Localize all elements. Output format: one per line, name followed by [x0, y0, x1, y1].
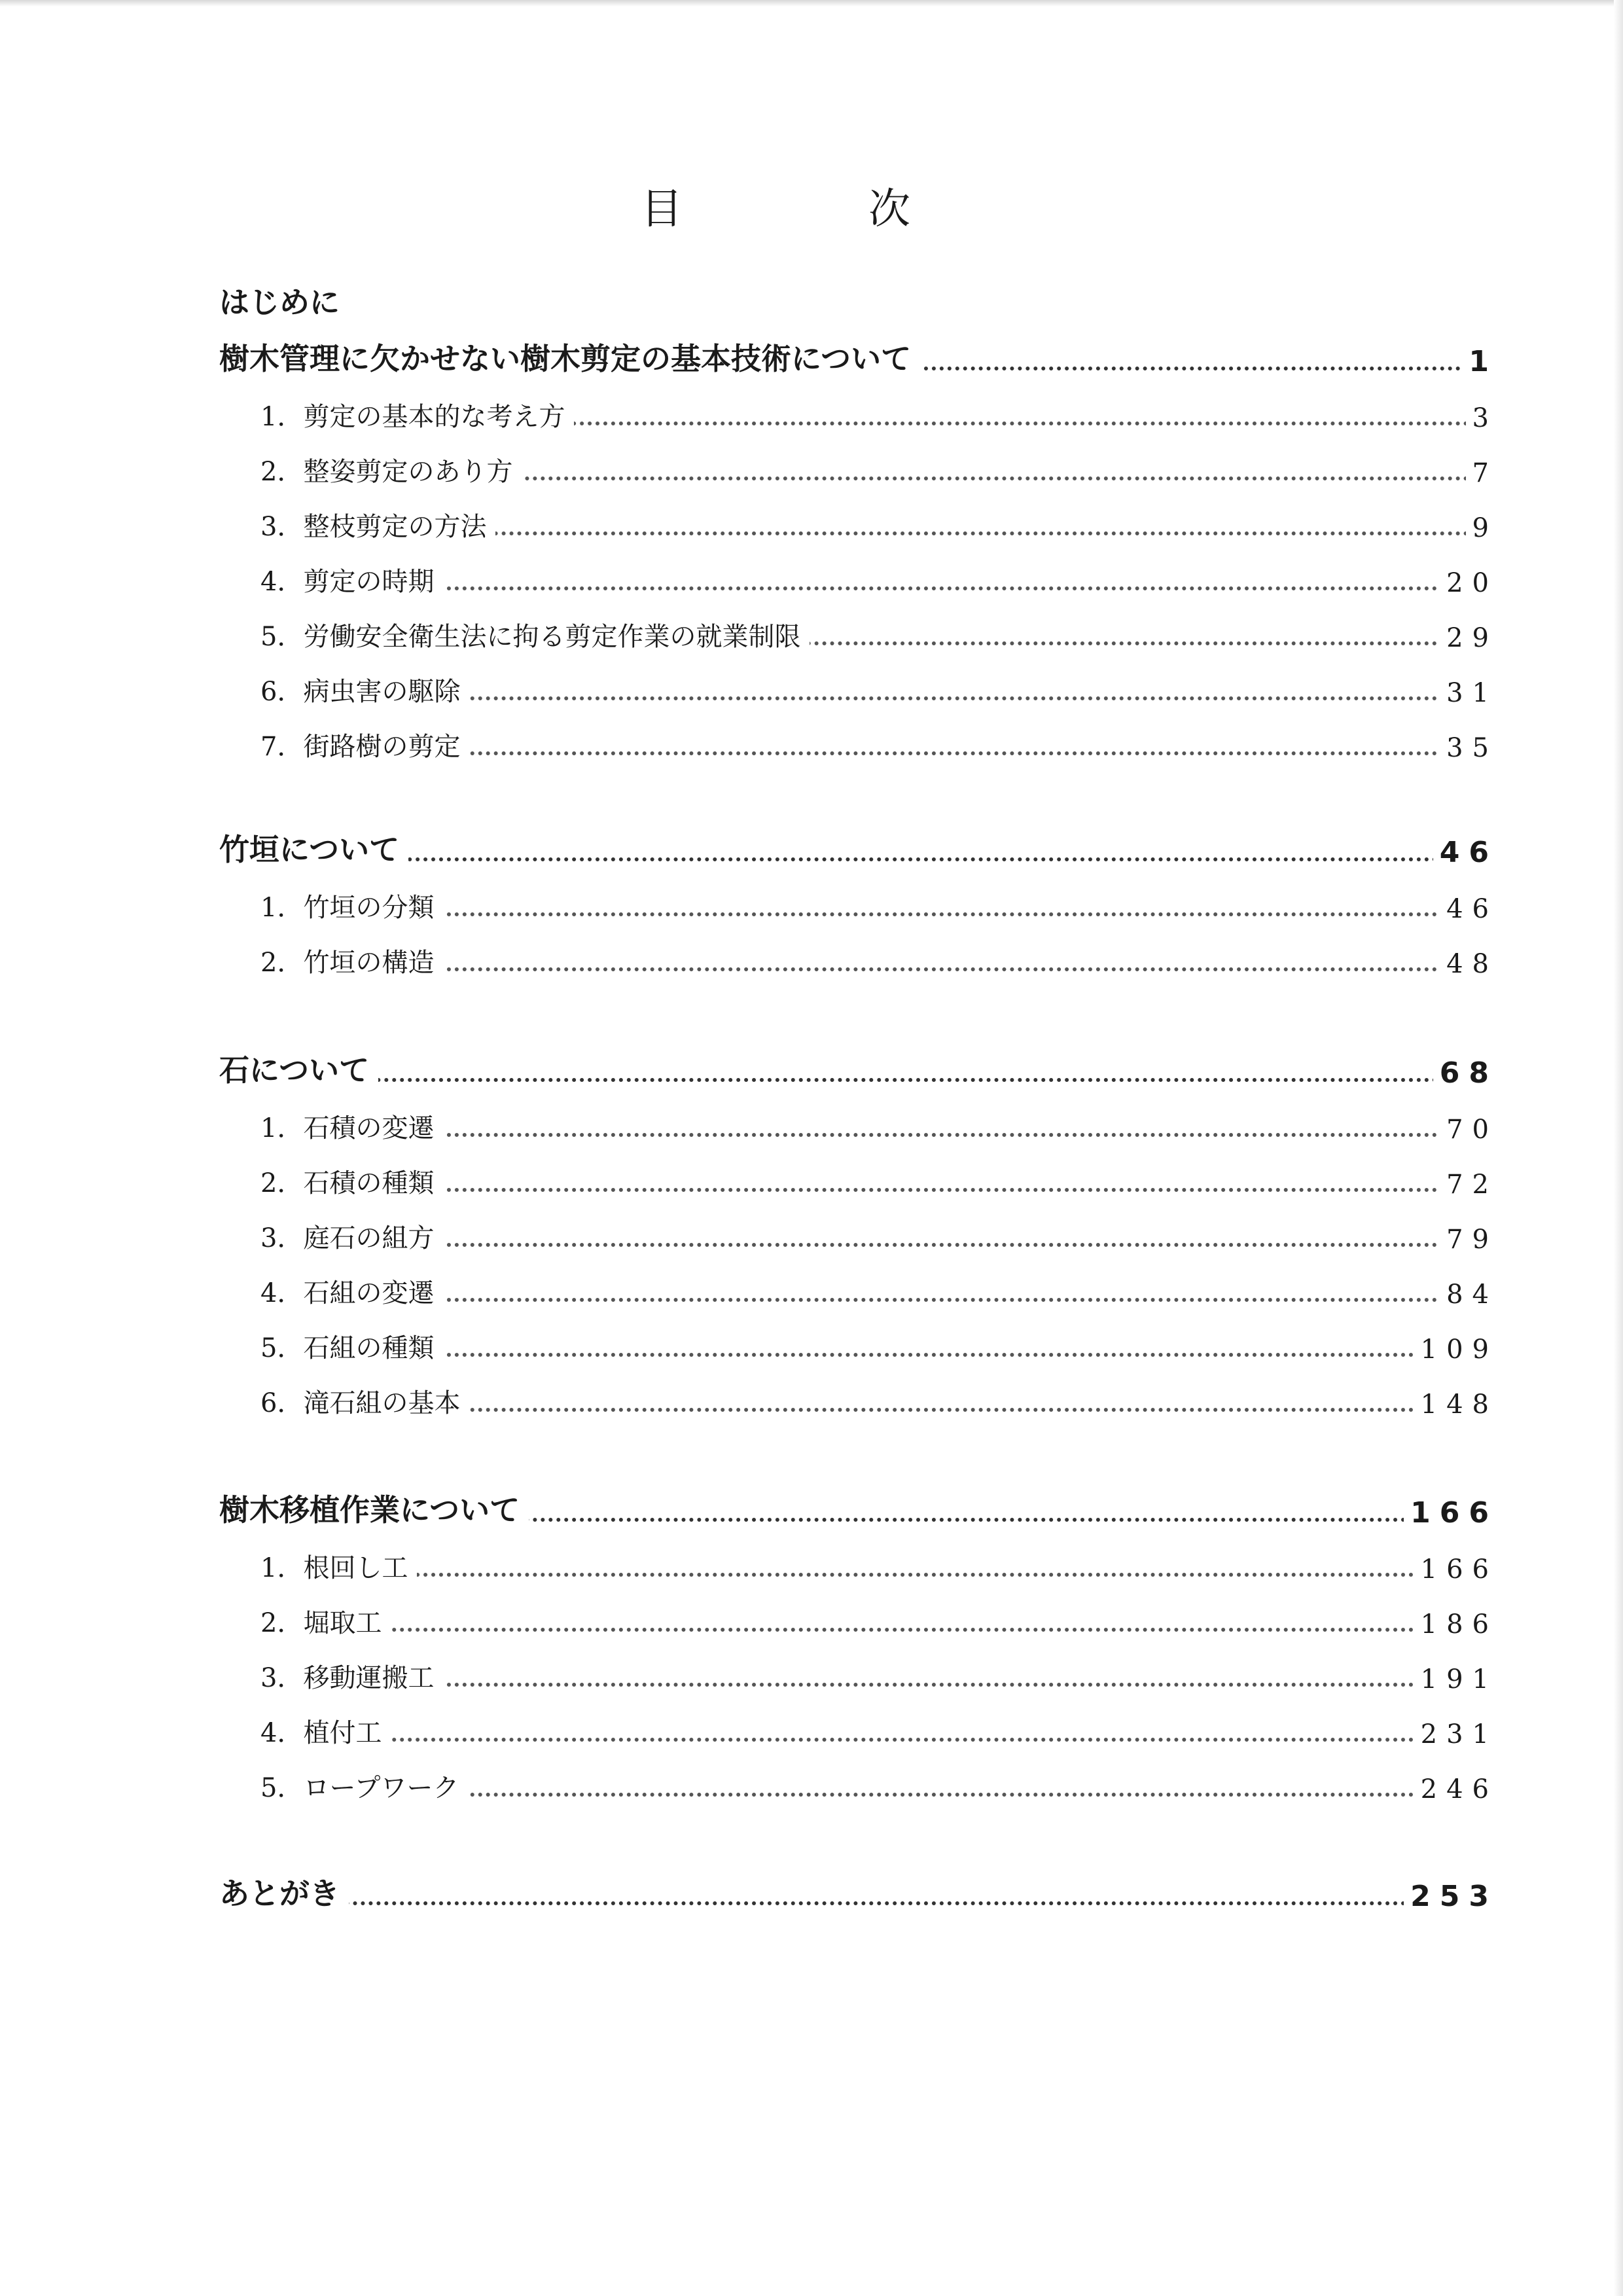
toc-item[interactable]	[0, 1105, 1623, 1151]
toc-item[interactable]	[0, 1765, 1623, 1811]
toc-item[interactable]	[0, 1545, 1623, 1591]
toc-item-title: 石組の変遷	[303, 1278, 435, 1308]
page-number: 231	[1414, 1719, 1498, 1749]
section-heading[interactable]	[0, 1490, 1623, 1536]
toc-item-label	[260, 451, 522, 488]
item-number: 5．	[260, 1333, 304, 1363]
page-number: 253	[1404, 1880, 1498, 1913]
toc-item[interactable]	[0, 1600, 1623, 1646]
toc-item-label	[260, 1272, 443, 1310]
toc-item-title: 石積の種類	[303, 1168, 435, 1198]
page-number: 9	[1466, 513, 1498, 543]
toc-item-label	[260, 887, 443, 924]
section-heading[interactable]	[0, 1050, 1623, 1096]
page-number: 1	[1462, 345, 1498, 378]
section-heading-title: 樹木管理に欠かせない樹木剪定の基本技術について	[219, 341, 912, 376]
toc-item-title: 移動運搬工	[303, 1663, 435, 1693]
page-number: 70	[1440, 1115, 1498, 1145]
page-number: 46	[1433, 836, 1498, 869]
toc-item-label	[260, 1547, 417, 1585]
page-number: 46	[1440, 894, 1498, 924]
toc-item-title: 石組の種類	[303, 1333, 435, 1363]
dot-leader	[275, 1353, 1492, 1357]
toc-item-label	[260, 396, 574, 433]
toc-item[interactable]	[0, 504, 1623, 550]
toc-item-title: 堀取工	[303, 1608, 382, 1638]
toc-item-title: ロープワーク	[303, 1773, 459, 1803]
section-heading-label	[219, 1047, 378, 1090]
scan-edge-top	[0, 0, 1623, 7]
toc-item-label	[260, 1657, 443, 1695]
toc-item-title: 街路樹の剪定	[303, 732, 461, 762]
page-number: 20	[1440, 568, 1498, 598]
toc-item[interactable]	[0, 1655, 1623, 1701]
toc-item-label	[260, 1767, 468, 1804]
dot-leader	[275, 857, 1492, 861]
dot-leader	[275, 1133, 1492, 1137]
section-heading-afterword-label	[219, 1870, 349, 1913]
toc-item-label	[260, 1712, 391, 1749]
item-number: 6．	[260, 677, 304, 707]
toc-item-label	[260, 671, 469, 708]
dot-leader	[275, 586, 1492, 590]
page-number: 72	[1440, 1170, 1498, 1200]
section-heading-title: 竹垣について	[219, 832, 400, 867]
item-number: 2．	[260, 1168, 304, 1198]
toc-item-label	[260, 1382, 469, 1420]
toc-item-title: 竹垣の分類	[303, 893, 435, 923]
toc-item-label	[260, 1107, 443, 1145]
item-number: 4．	[260, 1278, 304, 1308]
dot-leader	[275, 1683, 1492, 1687]
item-number: 1．	[260, 1553, 304, 1583]
toc-item-title: 植付工	[303, 1718, 382, 1748]
page-number: 3	[1466, 403, 1498, 433]
item-number: 1．	[260, 402, 304, 432]
item-number: 5．	[260, 1773, 304, 1803]
page-number: 31	[1440, 678, 1498, 708]
toc-item[interactable]	[0, 449, 1623, 495]
page-number: 84	[1440, 1280, 1498, 1310]
toc-item-label	[260, 1217, 443, 1255]
item-number: 6．	[260, 1388, 304, 1418]
page-number: 68	[1433, 1056, 1498, 1090]
toc-item[interactable]	[0, 1270, 1623, 1316]
dot-leader	[275, 1078, 1492, 1082]
toc-item[interactable]	[0, 885, 1623, 931]
toc-item[interactable]	[0, 394, 1623, 440]
toc-item-label	[260, 561, 443, 598]
dot-leader	[275, 1188, 1492, 1192]
toc-item-title: 剪定の時期	[303, 567, 435, 597]
section-heading-title: 樹木移植作業について	[219, 1492, 520, 1528]
section-heading-afterword-title: あとがき	[219, 1876, 340, 1911]
item-number: 1．	[260, 893, 304, 923]
dot-leader	[275, 1901, 1492, 1905]
dot-leader	[275, 1628, 1492, 1632]
toc-item-label	[260, 616, 810, 653]
toc-item-title: 庭石の組方	[303, 1223, 435, 1253]
dot-leader	[275, 1243, 1492, 1247]
page-number: 166	[1404, 1496, 1498, 1530]
toc-item[interactable]	[0, 1710, 1623, 1756]
section-heading[interactable]	[0, 830, 1623, 876]
toc-item-title: 整姿剪定のあり方	[303, 457, 513, 487]
item-number: 4．	[260, 567, 304, 597]
item-number: 5．	[260, 622, 304, 652]
toc-item-title: 竹垣の構造	[303, 948, 435, 978]
section-heading-label	[219, 1486, 529, 1530]
section-heading-afterword[interactable]	[0, 1874, 1623, 1920]
toc-intro	[0, 283, 1623, 329]
toc-item[interactable]	[0, 559, 1623, 605]
toc-item[interactable]	[0, 940, 1623, 986]
page-number: 79	[1440, 1225, 1498, 1255]
dot-leader	[275, 1298, 1492, 1302]
section-heading-title: 石について	[219, 1052, 370, 1088]
page-number: 186	[1414, 1609, 1498, 1640]
section-heading-label	[219, 335, 920, 378]
item-number: 1．	[260, 1113, 304, 1143]
toc-item[interactable]	[0, 1160, 1623, 1206]
toc-item-label	[260, 942, 443, 979]
toc-item-title: 石積の変遷	[303, 1113, 435, 1143]
page-number: 35	[1440, 733, 1498, 763]
toc-item-label	[260, 1327, 443, 1365]
page-number: 48	[1440, 949, 1498, 979]
page-number: 191	[1414, 1664, 1498, 1695]
page-title: 目 次	[641, 185, 982, 234]
toc-item-label	[260, 726, 469, 763]
toc-item[interactable]	[0, 669, 1623, 715]
toc-item-title: 病虫害の駆除	[303, 677, 461, 707]
toc-item[interactable]	[0, 614, 1623, 660]
dot-leader	[275, 912, 1492, 916]
toc-item[interactable]	[0, 1380, 1623, 1426]
item-number: 2．	[260, 948, 304, 978]
page-number: 109	[1414, 1335, 1498, 1365]
item-number: 7．	[260, 732, 304, 762]
section-heading[interactable]	[0, 339, 1623, 385]
toc-item-title: 滝石組の基本	[303, 1388, 461, 1418]
item-number: 2．	[260, 457, 304, 487]
toc-item[interactable]	[0, 1215, 1623, 1261]
page-number: 166	[1414, 1554, 1498, 1585]
page-number: 246	[1414, 1774, 1498, 1804]
toc-item-title: 根回し工	[303, 1553, 408, 1583]
item-number: 2．	[260, 1608, 304, 1638]
toc-item[interactable]	[0, 724, 1623, 770]
toc-item-label	[260, 506, 495, 543]
page-number: 29	[1440, 623, 1498, 653]
toc-item-label	[260, 1602, 391, 1640]
item-number: 3．	[260, 1223, 304, 1253]
toc-item-title: 労働安全衛生法に拘る剪定作業の就業制限	[303, 622, 801, 652]
page-number: 7	[1466, 458, 1498, 488]
toc-intro-label: はじめに	[219, 279, 349, 322]
item-number: 3．	[260, 1663, 304, 1693]
toc-item-title: 剪定の基本的な考え方	[303, 402, 565, 432]
item-number: 3．	[260, 512, 304, 542]
dot-leader	[275, 1573, 1492, 1577]
dot-leader	[275, 967, 1492, 971]
toc-item-label	[260, 1162, 443, 1200]
toc-item-title: 整枝剪定の方法	[303, 512, 487, 542]
toc-item[interactable]	[0, 1325, 1623, 1371]
dot-leader	[275, 1738, 1492, 1742]
section-heading-label	[219, 826, 408, 869]
page-number: 148	[1414, 1390, 1498, 1420]
item-number: 4．	[260, 1718, 304, 1748]
